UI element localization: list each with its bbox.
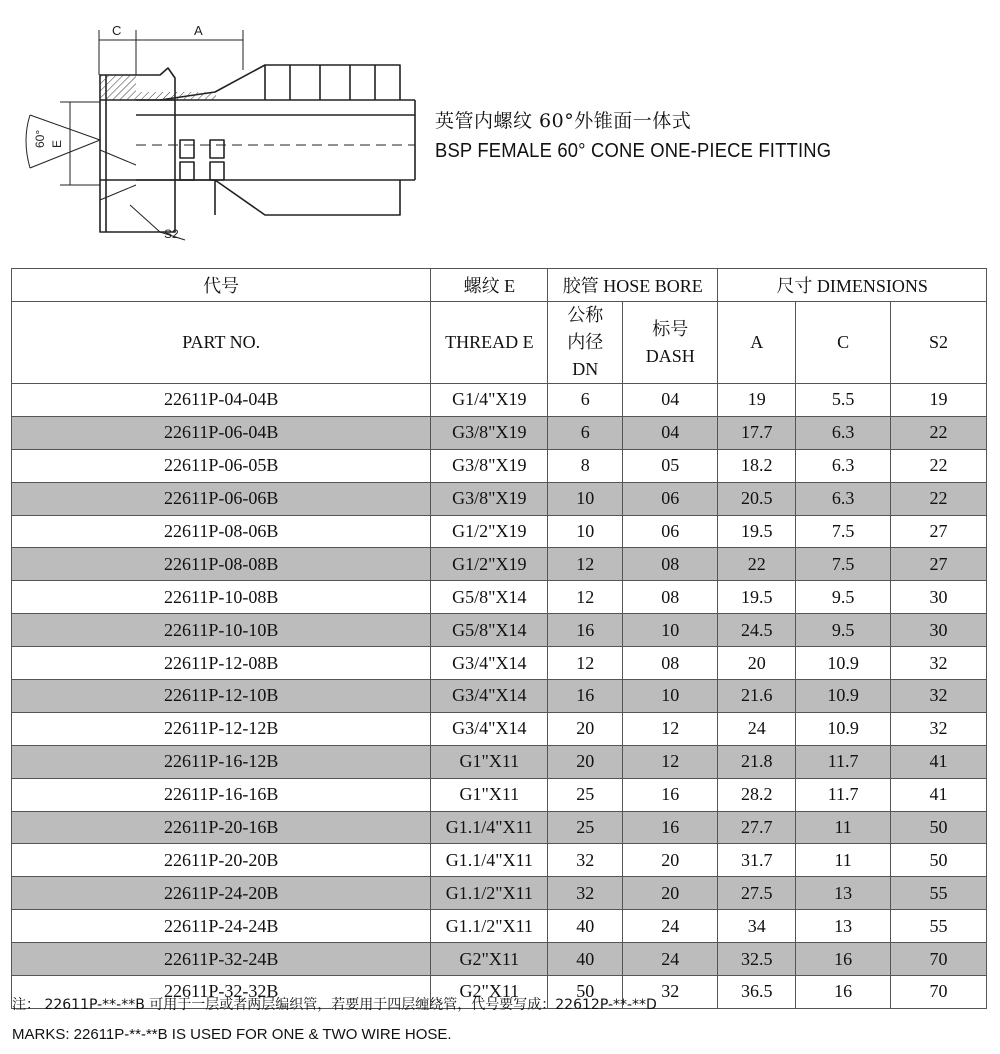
cell-part-no: 22611P-16-16B: [12, 778, 431, 811]
cell-thread: G1.1/2"X11: [431, 877, 548, 910]
cell-dn: 6: [548, 384, 623, 417]
cell-dim-c: 11.7: [796, 745, 891, 778]
cell-dash: 06: [623, 515, 718, 548]
table-body: [12, 384, 987, 1009]
header-row-2: [12, 302, 987, 384]
cell-dim-c: 16: [796, 976, 891, 1009]
cell-dim-a: 18.2: [718, 449, 796, 482]
header-code: 代号: [12, 269, 431, 302]
cell-dim-s2: 55: [891, 910, 987, 943]
cell-thread: G3/8"X19: [431, 482, 548, 515]
table-row: [12, 778, 987, 811]
cell-dim-c: 13: [796, 877, 891, 910]
cell-dash: 16: [623, 811, 718, 844]
cell-dn: 10: [548, 482, 623, 515]
cell-dn: 20: [548, 745, 623, 778]
cell-part-no: 22611P-32-32B: [12, 976, 431, 1009]
cell-dim-s2: 41: [891, 745, 987, 778]
dim-label-angle: 60°: [33, 129, 47, 148]
cell-dash: 08: [623, 548, 718, 581]
cell-thread: G3/8"X19: [431, 416, 548, 449]
cell-dim-c: 10.9: [796, 680, 891, 713]
cell-dim-a: 19.5: [718, 515, 796, 548]
cell-dash: 12: [623, 745, 718, 778]
cell-dash: 10: [623, 614, 718, 647]
cell-dim-c: 9.5: [796, 614, 891, 647]
cell-thread: G2"X11: [431, 976, 548, 1009]
cell-dn: 20: [548, 712, 623, 745]
fitting-drawing: [0, 0, 430, 262]
cell-dim-c: 10.9: [796, 712, 891, 745]
title-english: BSP FEMALE 60° CONE ONE-PIECE FITTING: [435, 140, 832, 162]
cell-thread: G3/8"X19: [431, 449, 548, 482]
cell-thread: G1.1/4"X11: [431, 844, 548, 877]
cell-dim-s2: 32: [891, 680, 987, 713]
cell-thread: G1/4"X19: [431, 384, 548, 417]
cell-part-no: 22611P-24-20B: [12, 877, 431, 910]
cell-part-no: 22611P-06-05B: [12, 449, 431, 482]
title-block: [435, 106, 866, 166]
cell-thread: G1/2"X19: [431, 548, 548, 581]
cell-part-no: 22611P-24-24B: [12, 910, 431, 943]
cell-dn: 6: [548, 416, 623, 449]
cell-dim-a: 19: [718, 384, 796, 417]
cell-dash: 16: [623, 778, 718, 811]
cell-dash: 06: [623, 482, 718, 515]
cell-dash: 20: [623, 877, 718, 910]
header-c: C: [796, 302, 891, 384]
cell-part-no: 22611P-12-12B: [12, 712, 431, 745]
note-english: MARKS: 22611P-**-**B IS USED FOR ONE & TWO WIRE HOSE.: [12, 1026, 452, 1043]
table-row: [12, 581, 987, 614]
cell-dim-a: 21.6: [718, 680, 796, 713]
cell-dn: 12: [548, 647, 623, 680]
header-thread-cn: 螺纹 E: [431, 269, 548, 302]
cell-dash: 20: [623, 844, 718, 877]
cell-dn: 8: [548, 449, 623, 482]
dim-label-a: A: [194, 23, 203, 38]
table-row: [12, 910, 987, 943]
cell-dash: 32: [623, 976, 718, 1009]
header-dn: 公称内径 DN: [548, 302, 623, 384]
cell-dim-c: 9.5: [796, 581, 891, 614]
cell-dn: 10: [548, 515, 623, 548]
cell-part-no: 22611P-10-08B: [12, 581, 431, 614]
cell-dash: 24: [623, 910, 718, 943]
cell-dn: 16: [548, 614, 623, 647]
cell-dim-s2: 30: [891, 614, 987, 647]
header-thread-e: THREAD E: [431, 302, 548, 384]
cell-part-no: 22611P-20-20B: [12, 844, 431, 877]
header-hose-bore: 胶管 HOSE BORE: [548, 269, 718, 302]
cell-thread: G1"X11: [431, 778, 548, 811]
cell-dim-c: 11: [796, 844, 891, 877]
cell-dim-c: 11: [796, 811, 891, 844]
cell-dim-c: 11.7: [796, 778, 891, 811]
cell-dash: 12: [623, 712, 718, 745]
spec-table: [11, 268, 987, 1009]
cell-dim-s2: 27: [891, 548, 987, 581]
cell-part-no: 22611P-06-06B: [12, 482, 431, 515]
table-row: [12, 680, 987, 713]
cell-dim-s2: 22: [891, 482, 987, 515]
table-row: [12, 384, 987, 417]
cell-dash: 08: [623, 581, 718, 614]
cell-dn: 40: [548, 943, 623, 976]
cell-part-no: 22611P-12-08B: [12, 647, 431, 680]
cell-thread: G2"X11: [431, 943, 548, 976]
cell-thread: G1/2"X19: [431, 515, 548, 548]
cell-dim-a: 27.7: [718, 811, 796, 844]
cell-dim-a: 34: [718, 910, 796, 943]
cell-part-no: 22611P-06-04B: [12, 416, 431, 449]
cell-part-no: 22611P-20-16B: [12, 811, 431, 844]
table-row: [12, 943, 987, 976]
cell-dn: 25: [548, 811, 623, 844]
cell-dash: 04: [623, 416, 718, 449]
cell-dim-a: 20.5: [718, 482, 796, 515]
cell-dim-c: 16: [796, 943, 891, 976]
cell-dn: 32: [548, 844, 623, 877]
cell-dim-s2: 55: [891, 877, 987, 910]
cell-dim-s2: 41: [891, 778, 987, 811]
table-row: [12, 844, 987, 877]
cell-dim-s2: 50: [891, 811, 987, 844]
cell-dim-a: 20: [718, 647, 796, 680]
cell-dim-s2: 19: [891, 384, 987, 417]
table-row: [12, 712, 987, 745]
cell-thread: G1.1/4"X11: [431, 811, 548, 844]
cell-dn: 12: [548, 548, 623, 581]
cell-dn: 25: [548, 778, 623, 811]
cell-dn: 16: [548, 680, 623, 713]
cell-part-no: 22611P-12-10B: [12, 680, 431, 713]
table-row: [12, 647, 987, 680]
cell-dash: 10: [623, 680, 718, 713]
dim-label-e: E: [50, 139, 64, 148]
cell-dn: 32: [548, 877, 623, 910]
cell-thread: G3/4"X14: [431, 712, 548, 745]
cell-dim-c: 7.5: [796, 515, 891, 548]
table-row: [12, 548, 987, 581]
cell-dim-a: 22: [718, 548, 796, 581]
cell-dim-s2: 70: [891, 976, 987, 1009]
cell-part-no: 22611P-08-06B: [12, 515, 431, 548]
cell-dim-c: 5.5: [796, 384, 891, 417]
cell-part-no: 22611P-16-12B: [12, 745, 431, 778]
header-part-no: PART NO.: [12, 302, 431, 384]
cell-part-no: 22611P-04-04B: [12, 384, 431, 417]
cell-dim-a: 19.5: [718, 581, 796, 614]
cell-part-no: 22611P-10-10B: [12, 614, 431, 647]
header-row-1: [12, 269, 987, 302]
cell-dash: 05: [623, 449, 718, 482]
cell-dim-c: 7.5: [796, 548, 891, 581]
cell-dim-s2: 32: [891, 712, 987, 745]
table-row: [12, 482, 987, 515]
cell-dim-s2: 32: [891, 647, 987, 680]
cell-dim-s2: 70: [891, 943, 987, 976]
table-row: [12, 745, 987, 778]
cell-dn: 40: [548, 910, 623, 943]
cell-dim-a: 21.8: [718, 745, 796, 778]
cell-thread: G1"X11: [431, 745, 548, 778]
cell-dim-a: 36.5: [718, 976, 796, 1009]
cell-dim-a: 27.5: [718, 877, 796, 910]
cell-dim-a: 24.5: [718, 614, 796, 647]
header-dash: 标号 DASH: [623, 302, 718, 384]
header-a: A: [718, 302, 796, 384]
header-s2: S2: [891, 302, 987, 384]
table-row: [12, 811, 987, 844]
dim-label-c: C: [112, 23, 122, 38]
cell-thread: G1.1/2"X11: [431, 910, 548, 943]
cell-dim-s2: 22: [891, 449, 987, 482]
table-row: [12, 614, 987, 647]
table-row: [12, 877, 987, 910]
cell-dim-a: 24: [718, 712, 796, 745]
cell-dim-c: 6.3: [796, 416, 891, 449]
cell-dim-c: 6.3: [796, 482, 891, 515]
cell-dim-s2: 27: [891, 515, 987, 548]
cell-thread: G5/8"X14: [431, 614, 548, 647]
cell-part-no: 22611P-08-08B: [12, 548, 431, 581]
dim-label-s2: S2: [164, 227, 179, 241]
cell-dim-s2: 22: [891, 416, 987, 449]
cell-dn: 12: [548, 581, 623, 614]
cell-dim-a: 28.2: [718, 778, 796, 811]
table-row: [12, 515, 987, 548]
cell-dim-s2: 50: [891, 844, 987, 877]
note-chinese: 注： 22611P-**-**B 可用于一层或者两层编织管，若要用于四层缠绕管，代号要写成：22612P-**-**D: [12, 997, 657, 1013]
table-row: [12, 449, 987, 482]
cell-part-no: 22611P-32-24B: [12, 943, 431, 976]
cell-dash: 04: [623, 384, 718, 417]
title-chinese: 英管内螺纹 60°外锥面一体式: [435, 110, 692, 132]
cell-dim-a: 31.7: [718, 844, 796, 877]
cell-dim-c: 13: [796, 910, 891, 943]
cell-dim-a: 17.7: [718, 416, 796, 449]
cell-dim-c: 10.9: [796, 647, 891, 680]
cell-thread: G3/4"X14: [431, 647, 548, 680]
cell-thread: G5/8"X14: [431, 581, 548, 614]
cell-dim-s2: 30: [891, 581, 987, 614]
cell-dim-a: 32.5: [718, 943, 796, 976]
cell-dn: 50: [548, 976, 623, 1009]
cell-dash: 24: [623, 943, 718, 976]
cell-dash: 08: [623, 647, 718, 680]
table-row: [12, 416, 987, 449]
cell-dim-c: 6.3: [796, 449, 891, 482]
header-dimensions: 尺寸 DIMENSIONS: [718, 269, 987, 302]
cell-thread: G3/4"X14: [431, 680, 548, 713]
